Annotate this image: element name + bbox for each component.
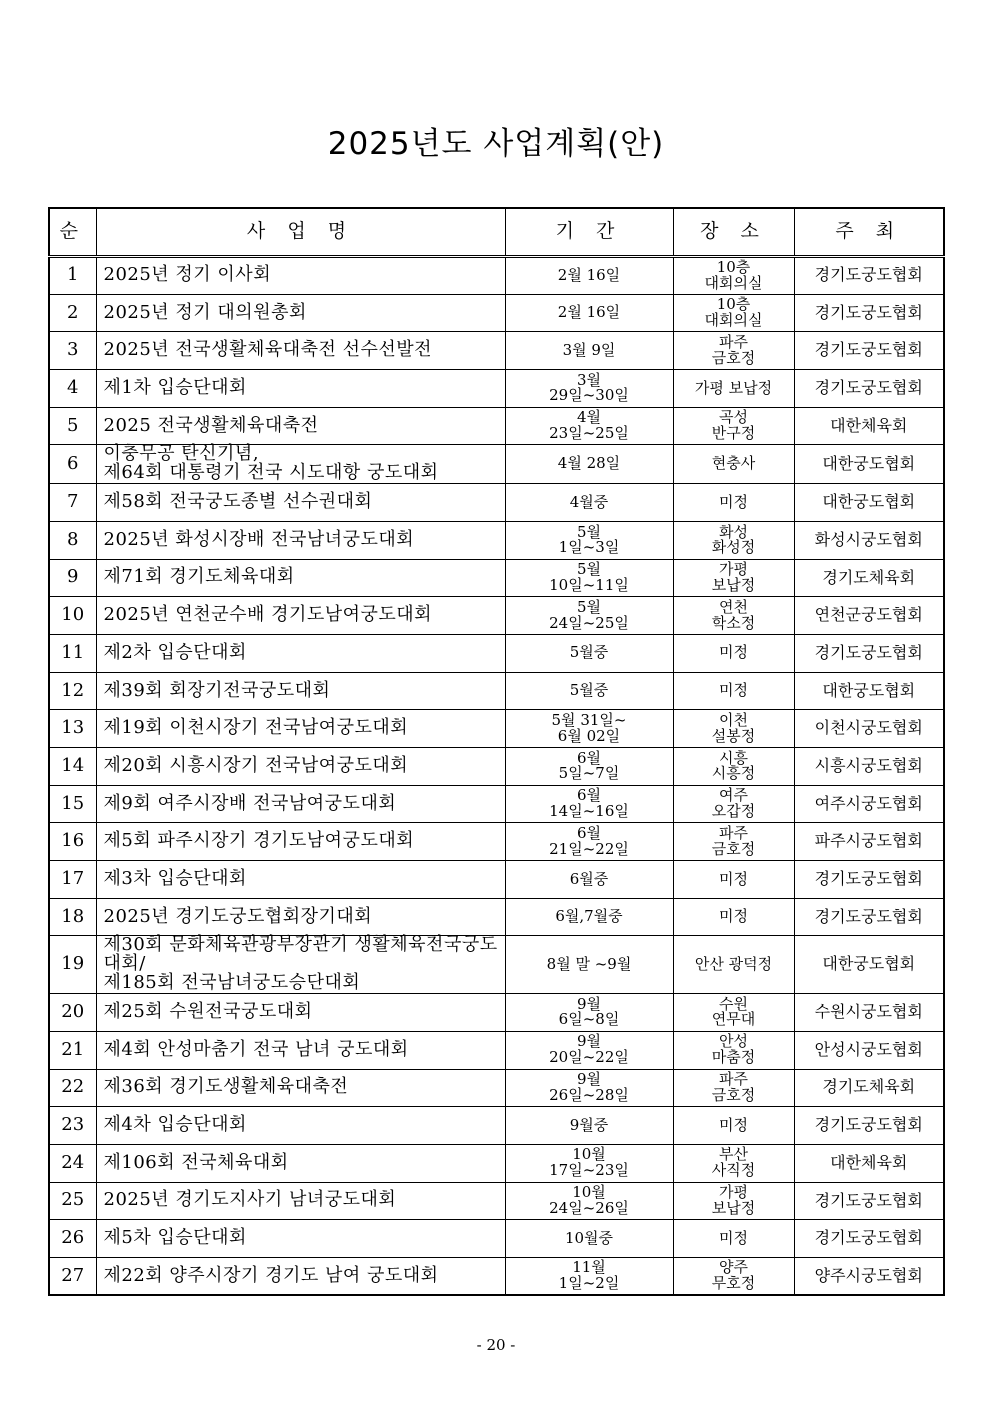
row-number: 1 [49, 257, 96, 295]
header-host: 주 최 [794, 208, 944, 257]
event-period [505, 332, 673, 370]
event-period-line: 9월 [576, 994, 602, 1013]
event-period-line: 23일~25일 [549, 424, 629, 443]
business-name [96, 1069, 505, 1107]
table-row [49, 634, 944, 672]
event-place-line: 미정 [719, 1228, 748, 1247]
business-name [96, 1107, 505, 1145]
event-period-line: 3월 9일 [562, 340, 616, 359]
business-name [96, 672, 505, 710]
row-number: 8 [49, 521, 96, 559]
business-name [96, 861, 505, 899]
table-row [49, 710, 944, 748]
event-place [673, 1031, 794, 1069]
event-place-line: 시흥 [719, 748, 748, 767]
business-name [96, 898, 505, 936]
event-place-line: 파주 [719, 824, 748, 842]
row-number: 26 [49, 1220, 96, 1258]
table-row [49, 257, 944, 295]
event-place-line: 가평 [719, 560, 748, 579]
event-host: 양주시궁도협회 [794, 1257, 944, 1295]
event-host: 경기도궁도협회 [794, 1107, 944, 1145]
event-period-line: 5월 [576, 597, 602, 616]
business-name-line: 제4회 안성마춤기 전국 남녀 궁도대회 [103, 1038, 409, 1060]
event-period-line: 6월 [576, 748, 602, 767]
event-place-line: 시흥정 [711, 764, 756, 783]
event-period-line: 4월 28일 [557, 454, 621, 473]
row-number: 14 [49, 748, 96, 786]
event-period-line: 6월,7월중 [555, 907, 623, 926]
event-period-line: 5일~7일 [558, 764, 620, 783]
business-name-line: 2025년 경기도궁도협회장기대회 [103, 905, 373, 927]
event-place-line: 미정 [719, 681, 748, 700]
event-place-line: 파주 [719, 332, 748, 351]
event-place [673, 1069, 794, 1107]
event-period-line: 8월 말 ~9월 [546, 954, 632, 973]
business-name [96, 257, 505, 295]
event-period [505, 407, 673, 445]
event-period [505, 1069, 673, 1107]
table-row [49, 994, 944, 1032]
event-period-line: 5월 31일~ [551, 710, 627, 729]
event-host: 경기도궁도협회 [794, 1220, 944, 1258]
business-name-line: 이충무공 탄신기념, [103, 443, 260, 465]
business-name-line: 제5차 입승단대회 [103, 1227, 247, 1249]
table-row [49, 1107, 944, 1145]
business-name-line: 2025년 정기 대의원총회 [103, 301, 307, 323]
business-name-line: 제20회 시흥시장기 전국남여궁도대회 [103, 754, 409, 776]
event-place [673, 1107, 794, 1145]
row-number: 18 [49, 898, 96, 936]
table-row [49, 484, 944, 522]
table-row [49, 445, 944, 484]
row-number: 5 [49, 407, 96, 445]
event-period [505, 1257, 673, 1295]
event-host: 경기도궁도협회 [794, 634, 944, 672]
event-host: 연천군궁도협회 [794, 597, 944, 635]
business-name [96, 407, 505, 445]
event-place [673, 370, 794, 408]
business-name [96, 370, 505, 408]
event-period-line: 6월 02일 [557, 726, 621, 745]
event-period-line: 20일~22일 [549, 1048, 629, 1067]
business-name-line: 제3차 입승단대회 [103, 867, 247, 889]
event-place [673, 257, 794, 295]
row-number: 3 [49, 332, 96, 370]
business-name-line: 2025년 화성시장배 전국남녀궁도대회 [103, 528, 415, 550]
table-row [49, 597, 944, 635]
business-name [96, 484, 505, 522]
table-row [49, 1220, 944, 1258]
event-place-line: 마춤정 [711, 1048, 756, 1067]
table-row [49, 370, 944, 408]
business-name-line: 제30회 문화체육관광부장관기 생활체육전국궁도대회/ [103, 934, 498, 975]
event-place-line: 설봉정 [711, 726, 756, 745]
table-row [49, 332, 944, 370]
business-name [96, 710, 505, 748]
business-name [96, 634, 505, 672]
table-row [49, 1069, 944, 1107]
event-period-line: 9월중 [569, 1115, 609, 1134]
business-name [96, 445, 505, 484]
event-place-line: 파주 [719, 1070, 748, 1089]
event-place [673, 1220, 794, 1258]
row-number: 6 [49, 445, 96, 484]
event-period-line: 4월중 [569, 492, 609, 511]
event-place-line: 미정 [719, 869, 748, 888]
event-period-line: 21일~22일 [549, 839, 629, 858]
event-period [505, 1031, 673, 1069]
event-place-line: 금호정 [711, 348, 756, 367]
event-host: 경기도궁도협회 [794, 294, 944, 332]
event-place-line: 이천 [719, 710, 748, 729]
event-period-line: 2월 16일 [557, 303, 621, 322]
business-name-line: 2025년 경기도지사기 남녀궁도대회 [103, 1189, 397, 1211]
header-business-name: 사 업 명 [96, 208, 505, 257]
business-name-line: 제185회 전국남녀궁도승단대회 [103, 972, 361, 994]
event-host: 대한체육회 [794, 407, 944, 445]
event-period [505, 370, 673, 408]
event-period-line: 24일~25일 [549, 613, 629, 632]
event-place-line: 10층 [716, 295, 751, 314]
table-row [49, 1031, 944, 1069]
event-place [673, 1144, 794, 1182]
event-host: 경기도궁도협회 [794, 861, 944, 899]
event-host: 대한궁도협회 [794, 672, 944, 710]
event-period [505, 1144, 673, 1182]
event-period [505, 634, 673, 672]
table-row [49, 1182, 944, 1220]
event-place-line: 안성 [719, 1032, 748, 1051]
page-title: 2025년도 사업계획(안) [327, 126, 665, 162]
table-row [49, 559, 944, 597]
event-host: 경기도궁도협회 [794, 332, 944, 370]
event-period [505, 1107, 673, 1145]
business-name-line: 2025년 전국생활체육대축전 선수선발전 [103, 339, 433, 361]
business-name-line: 2025년 정기 이사회 [103, 264, 272, 286]
event-place [673, 407, 794, 445]
business-name [96, 1182, 505, 1220]
event-host: 안성시궁도협회 [794, 1031, 944, 1069]
event-period [505, 257, 673, 295]
row-number: 10 [49, 597, 96, 635]
event-host: 파주시궁도협회 [794, 823, 944, 861]
event-place [673, 521, 794, 559]
event-place-line: 미정 [719, 492, 748, 511]
event-period-line: 5월중 [569, 643, 609, 662]
event-period-line: 6일~8일 [558, 1010, 620, 1029]
event-period-line: 5월 [576, 522, 602, 541]
event-place [673, 785, 794, 823]
event-place [673, 710, 794, 748]
event-period-line: 26일~28일 [549, 1085, 629, 1104]
event-place [673, 1182, 794, 1220]
event-place [673, 861, 794, 899]
row-number: 21 [49, 1031, 96, 1069]
event-host: 대한궁도협회 [794, 445, 944, 484]
table-row [49, 1144, 944, 1182]
event-host: 수원시궁도협회 [794, 994, 944, 1032]
event-place [673, 559, 794, 597]
table-row [49, 898, 944, 936]
event-period [505, 294, 673, 332]
business-name-line: 제64회 대통령기 전국 시도대항 궁도대회 [103, 462, 439, 484]
table-row [49, 294, 944, 332]
event-place-line: 부산 [719, 1145, 748, 1164]
business-name-line: 제39회 회장기전국궁도대회 [103, 679, 331, 701]
event-place-line: 연천 [719, 597, 748, 616]
event-place [673, 748, 794, 786]
table-row [49, 785, 944, 823]
event-place-line: 학소정 [711, 613, 756, 632]
row-number: 25 [49, 1182, 96, 1220]
business-name [96, 1257, 505, 1295]
event-place-line: 화성정 [711, 538, 756, 557]
table-row [49, 748, 944, 786]
event-host: 여주시궁도협회 [794, 785, 944, 823]
event-place-line: 미정 [719, 643, 748, 662]
business-name [96, 294, 505, 332]
business-name [96, 1220, 505, 1258]
event-place [673, 994, 794, 1032]
event-place-line: 대회의실 [704, 273, 763, 292]
table-row [49, 861, 944, 899]
row-number: 20 [49, 994, 96, 1032]
table-header-row [49, 208, 944, 257]
event-period [505, 559, 673, 597]
event-place-line: 오갑정 [711, 802, 756, 821]
event-period-line: 17일~23일 [549, 1161, 629, 1180]
event-place-line: 사직정 [711, 1161, 756, 1180]
event-place-line: 안산 광덕정 [694, 954, 773, 973]
event-period-line: 1일~2일 [558, 1274, 620, 1293]
row-number: 11 [49, 634, 96, 672]
event-period [505, 994, 673, 1032]
event-period [505, 898, 673, 936]
event-place-line: 미정 [719, 1115, 748, 1134]
table-body [49, 257, 944, 1296]
event-period-line: 1일~3일 [558, 538, 620, 557]
event-period-line: 10월중 [564, 1228, 614, 1247]
table-row [49, 672, 944, 710]
event-host: 경기도궁도협회 [794, 257, 944, 295]
business-plan-table [48, 207, 945, 1296]
event-period-line: 9월 [576, 1070, 602, 1089]
event-period-line: 24일~26일 [549, 1198, 629, 1217]
event-place-line: 여주 [719, 786, 748, 805]
row-number: 27 [49, 1257, 96, 1295]
event-period-line: 2월 16일 [557, 265, 621, 284]
event-place-line: 반구정 [711, 424, 756, 443]
row-number: 16 [49, 823, 96, 861]
event-host: 대한체육회 [794, 1144, 944, 1182]
event-place [673, 1257, 794, 1295]
event-period-line: 5월 [576, 560, 602, 579]
business-name-line: 2025년 연천군수배 경기도남여궁도대회 [103, 604, 433, 626]
event-period-line: 29일~30일 [549, 386, 629, 405]
page-number: - 20 - [476, 1336, 516, 1354]
business-name [96, 521, 505, 559]
event-period-line: 5월중 [569, 681, 609, 700]
event-place [673, 672, 794, 710]
business-name-line: 제58회 전국궁도종별 선수권대회 [103, 491, 373, 513]
event-host: 경기도궁도협회 [794, 898, 944, 936]
row-number: 9 [49, 559, 96, 597]
event-place [673, 823, 794, 861]
event-period [505, 484, 673, 522]
event-period-line: 10일~11일 [549, 575, 629, 594]
event-period [505, 1220, 673, 1258]
table-row [49, 407, 944, 445]
business-name [96, 785, 505, 823]
row-number: 4 [49, 370, 96, 408]
event-period-line: 6월 [576, 786, 602, 805]
event-place-line: 가평 보납정 [694, 378, 773, 397]
event-host: 대한궁도협회 [794, 936, 944, 994]
business-name [96, 936, 505, 994]
business-name [96, 748, 505, 786]
business-name-line: 제36회 경기도생활체육대축전 [103, 1076, 349, 1098]
event-period-line: 3월 [576, 370, 602, 389]
event-period-line: 10월 [572, 1145, 606, 1164]
event-period [505, 521, 673, 559]
event-place-line: 양주 [719, 1258, 748, 1277]
event-place-line: 보납정 [711, 575, 756, 594]
event-period [505, 861, 673, 899]
business-name-line: 제4차 입승단대회 [103, 1114, 247, 1136]
event-place [673, 936, 794, 994]
event-place [673, 898, 794, 936]
business-name [96, 994, 505, 1032]
event-period [505, 710, 673, 748]
event-host: 경기도체육회 [794, 1069, 944, 1107]
event-place-line: 곡성 [719, 408, 748, 427]
event-place-line: 가평 [719, 1183, 748, 1202]
business-name [96, 559, 505, 597]
row-number: 22 [49, 1069, 96, 1107]
event-period [505, 597, 673, 635]
event-place-line: 무호정 [711, 1274, 756, 1293]
business-name-line: 제19회 이천시장기 전국남여궁도대회 [103, 717, 409, 739]
business-name-line: 제25회 수원전국궁도대회 [103, 1001, 313, 1023]
row-number: 24 [49, 1144, 96, 1182]
event-host: 경기도궁도협회 [794, 370, 944, 408]
event-period [505, 445, 673, 484]
business-name [96, 1144, 505, 1182]
header-place: 장 소 [673, 208, 794, 257]
table-row [49, 823, 944, 861]
business-name [96, 1031, 505, 1069]
table-row [49, 1257, 944, 1295]
event-place-line: 보납정 [711, 1198, 756, 1217]
business-name-line: 제1차 입승단대회 [103, 376, 247, 398]
business-name [96, 597, 505, 635]
event-host: 시흥시궁도협회 [794, 748, 944, 786]
business-name [96, 823, 505, 861]
event-place-line: 대회의실 [704, 311, 763, 330]
event-period [505, 1182, 673, 1220]
business-name-line: 제9회 여주시장배 전국남여궁도대회 [103, 792, 397, 814]
table-row [49, 936, 944, 994]
event-host: 이천시궁도협회 [794, 710, 944, 748]
event-period [505, 672, 673, 710]
row-number: 23 [49, 1107, 96, 1145]
event-host: 경기도체육회 [794, 559, 944, 597]
business-name-line: 제71회 경기도체육대회 [103, 566, 295, 588]
event-period-line: 9월 [576, 1032, 602, 1051]
row-number: 7 [49, 484, 96, 522]
event-place-line: 10층 [716, 258, 751, 277]
business-name-line: 제106회 전국체육대회 [103, 1151, 289, 1173]
row-number: 13 [49, 710, 96, 748]
row-number: 15 [49, 785, 96, 823]
event-place-line: 금호정 [711, 1085, 756, 1104]
event-period-line: 10월 [572, 1183, 606, 1202]
row-number: 17 [49, 861, 96, 899]
event-host: 경기도궁도협회 [794, 1182, 944, 1220]
event-place-line: 연무대 [711, 1010, 756, 1029]
event-place [673, 332, 794, 370]
business-name-line: 제2차 입승단대회 [103, 641, 247, 663]
event-place [673, 294, 794, 332]
event-period [505, 936, 673, 994]
row-number: 12 [49, 672, 96, 710]
event-host: 화성시궁도협회 [794, 521, 944, 559]
event-period-line: 6월 [576, 824, 602, 842]
event-place-line: 미정 [719, 907, 748, 926]
header-period: 기 간 [505, 208, 673, 257]
business-name-line: 2025 전국생활체육대축전 [103, 414, 319, 436]
event-period [505, 785, 673, 823]
event-period [505, 748, 673, 786]
event-period-line: 14일~16일 [549, 802, 629, 821]
event-period-line: 4월 [576, 408, 602, 427]
row-number: 19 [49, 936, 96, 994]
header-no: 순 [49, 208, 96, 257]
event-place-line: 수원 [719, 994, 748, 1013]
event-place [673, 634, 794, 672]
event-place-line: 금호정 [711, 839, 756, 858]
event-place-line: 화성 [719, 522, 748, 541]
business-name-line: 제5회 파주시장기 경기도남여궁도대회 [103, 830, 415, 852]
table-row [49, 521, 944, 559]
event-place [673, 597, 794, 635]
event-period-line: 11월 [572, 1258, 606, 1277]
event-host: 대한궁도협회 [794, 484, 944, 522]
event-place [673, 484, 794, 522]
row-number: 2 [49, 294, 96, 332]
business-name [96, 332, 505, 370]
event-place-line: 현충사 [711, 454, 756, 473]
event-period [505, 823, 673, 861]
event-place [673, 445, 794, 484]
event-period-line: 6월중 [569, 869, 609, 888]
business-name-line: 제22회 양주시장기 경기도 남여 궁도대회 [103, 1264, 439, 1286]
